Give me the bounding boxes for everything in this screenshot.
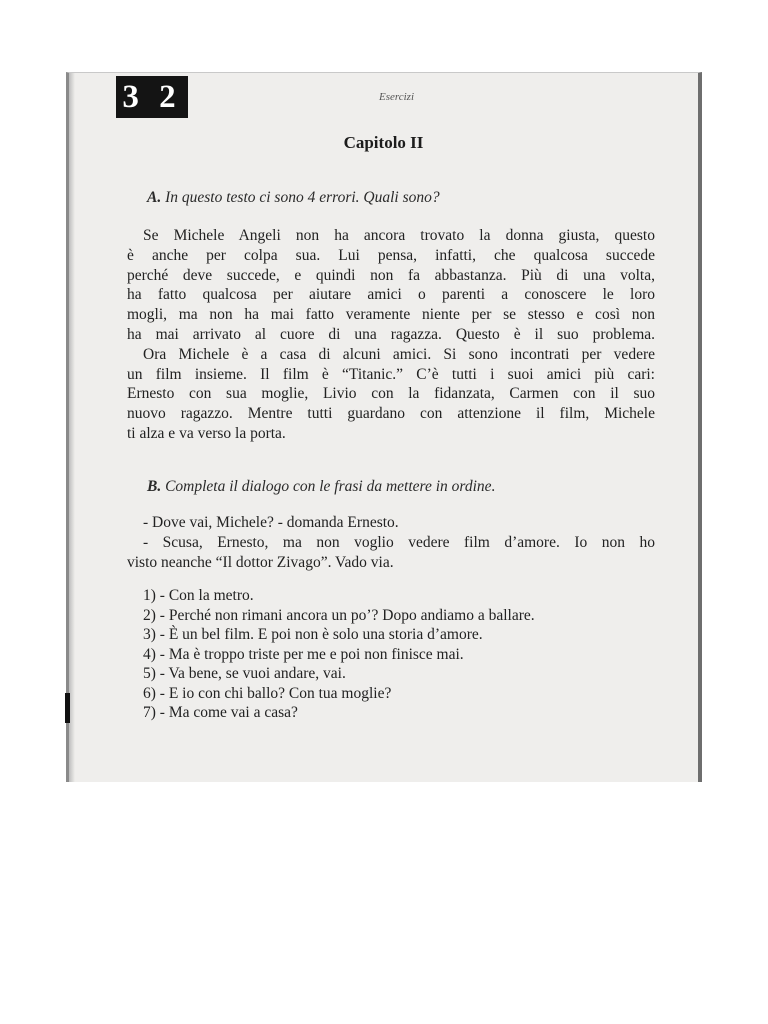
text-line: ti alza e va verso la porta. xyxy=(127,424,286,442)
dialogue-line: visto neanche “Il dottor Zivago”. Vado via. xyxy=(127,553,394,571)
scan-edge-shadow xyxy=(69,73,75,782)
section-a-text xyxy=(127,226,655,444)
text-line: un film insieme. Il film è “Titanic.” C’è tutti i suoi amici più cari: xyxy=(127,365,655,383)
text-line: è anche per colpa sua. Lui pensa, infatti, che qualcosa succede xyxy=(127,246,655,264)
text-line: Ernesto con sua moglie, Livio con la fidanzata, Carmen con il suo xyxy=(127,385,655,403)
binding-edge-mark xyxy=(65,693,70,723)
section-a-instruction: In questo testo ci sono 4 errori. Quali sono? xyxy=(165,189,440,206)
list-item: 2) - Perché non rimani ancora un po’? Dopo andiamo a ballare. xyxy=(143,606,535,624)
text-line: perché deve succede, e quindi non fa abbastanza. Più di una volta, xyxy=(127,266,655,284)
list-item: 6) - E io con chi ballo? Con tua moglie? xyxy=(143,684,392,702)
text-line: mogli, ma non ha mai fatto veramente niente per se stesso e così non xyxy=(127,306,655,324)
section-b-letter: B. xyxy=(147,478,162,495)
section-a-heading xyxy=(147,189,440,207)
text-line: nuovo ragazzo. Mentre tutti guardano con attenzione il film, Michele xyxy=(127,405,655,423)
dialogue-line: - Scusa, Ernesto, ma non voglio vedere film d’amore. Io non ho xyxy=(143,533,655,551)
page-number: 3 2 xyxy=(116,76,188,118)
list-item: 3) - È un bel film. E poi non è solo una storia d’amore. xyxy=(143,626,483,643)
chapter-title: Capitolo II xyxy=(343,133,424,152)
scanned-page xyxy=(66,72,702,782)
section-a-letter: A. xyxy=(147,189,162,206)
section-b-dialogue xyxy=(127,513,655,572)
text-line: ha mai arrivato al cuore di una ragazza. Questo è il suo problema. xyxy=(127,325,655,343)
dialogue-line: - Dove vai, Michele? - domanda Ernesto. xyxy=(143,514,399,531)
list-item: 7) - Ma come vai a casa? xyxy=(143,704,298,721)
text-line: Se Michele Angeli non ha ancora trovato la donna giusta, questo xyxy=(143,227,655,244)
list-item: 5) - Va bene, se vuoi andare, vai. xyxy=(143,665,346,682)
running-head: Esercizi xyxy=(378,91,415,103)
list-item: 1) - Con la metro. xyxy=(143,587,254,604)
options-list xyxy=(143,586,535,723)
text-line: Ora Michele è a casa di alcuni amici. Si sono incontrati per vedere xyxy=(143,345,655,363)
section-b-instruction: Completa il dialogo con le frasi da mettere in ordine. xyxy=(165,478,496,495)
text-line: ha fatto qualcosa per aiutare amici o parenti a conoscere le loro xyxy=(127,286,655,304)
section-b-heading xyxy=(147,478,495,496)
list-item: 4) - Ma è troppo triste per me e poi non finisce mai. xyxy=(143,645,464,663)
